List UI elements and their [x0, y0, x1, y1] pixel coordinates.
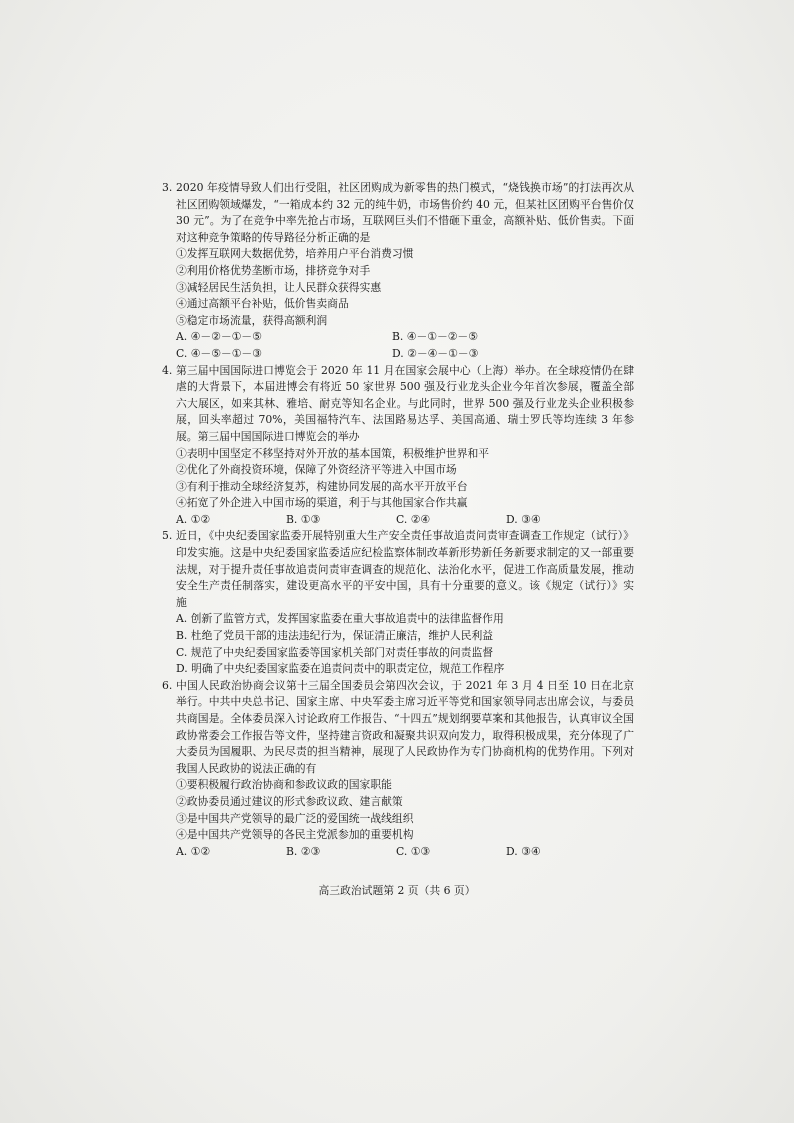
statement: ③减轻居民生活负担，让人民群众获得实惠: [176, 280, 382, 294]
choice-c: C. ①③: [396, 844, 431, 858]
statement: ②利用价格优势垄断市场，排挤竞争对手: [176, 263, 371, 277]
answer-choices-row: [176, 329, 634, 346]
choice-d: D. ②－④－①－③: [392, 346, 479, 360]
question-5: [162, 528, 634, 677]
choice-a: A. ①②: [176, 512, 211, 526]
question-number: 4.: [162, 363, 173, 377]
answer-choices-row: [176, 844, 634, 861]
question-6: [162, 678, 634, 861]
choice-c: C. ②④: [396, 512, 431, 526]
statement: ①发挥互联网大数据优势，培养用户平台消费习惯: [176, 247, 414, 261]
statement: ①要积极履行政治协商和参政议政的国家职能: [176, 778, 392, 792]
answer-choices-row: [176, 346, 634, 363]
question-stem: 2020 年疫情导致人们出行受阻，社区团购成为新零售的热门模式，“烧钱换市场”的打法再次从社区团购领域爆发，“一箱成本约 32 元的纯牛奶，市场售价约 40 元，但某社区团购平台售价仅 30 元”。为了在竞争中率先抢占市场，互联网巨头们不惜砸下重金，高额补贴、低价售卖。下面对这种竞争策略的传导路径分析正确的是: [176, 181, 634, 244]
question-stem: 近日，《中央纪委国家监委开展特别重大生产安全责任事故追责问责审查调查工作规定（试行）》印发实施。这是中央纪委国家监委适应纪检监察体制改革新形势新任务新要求制定的又一部重要法规，对于提升责任事故追责问责审查调查的规范化、法治化水平，促进工作高质量发展，推动安全生产责任制落实，建设更高水平的平安中国，具有十分重要的意义。该《规定（试行）》实施: [176, 529, 634, 609]
choice-d: D. ③④: [506, 512, 541, 526]
question-4: [162, 363, 634, 529]
statement: ④通过高额平台补贴，低价售卖商品: [176, 297, 349, 311]
question-number: 5.: [162, 529, 173, 543]
question-number: 6.: [162, 678, 173, 692]
statement: ⑤稳定市场流量，获得高额利润: [176, 313, 328, 327]
choice-a: A. ①②: [176, 844, 211, 858]
question-stem: 第三届中国国际进口博览会于 2020 年 11 月在国家会展中心（上海）举办。在全球疫情仍在肆虐的大背景下，本届进博会有将近 50 家世界 500 强及行业龙头企业今年首次参展，覆盖全部六大展区，如来其林、雅培、耐克等知名企业。与此同时，世界 500 强及行业龙头企业积极参展，回头率超过 70%，美国福特汽车、法国路易达孚、美国高通、瑞士罗氏等均连续 3 年参展。第三届中国国际进口博览会的举办: [176, 363, 634, 443]
question-list: [162, 180, 634, 860]
statement: ③有利于推动全球经济复苏，构建协同发展的高水平开放平台: [176, 479, 468, 493]
choice-c: C. ④－⑤－①－③: [176, 346, 262, 360]
statement: ②政协委员通过建议的形式参政议政、建言献策: [176, 794, 403, 808]
choice-c: C. 规范了中央纪委国家监委等国家机关部门对责任事故的问责监督: [176, 645, 494, 659]
choice-b: B. ④－①－②－⑤: [392, 330, 478, 344]
statement: ②优化了外商投资环境，保障了外资经济平等进入中国市场: [176, 463, 457, 477]
statement: ③是中国共产党领导的最广泛的爱国统一战线组织: [176, 811, 414, 825]
answer-choices-row: [176, 512, 634, 529]
choice-b: B. ①③: [286, 512, 321, 526]
choice-a: A. 创新了监管方式，发挥国家监委在重大事故追责中的法律监督作用: [176, 612, 504, 626]
choice-b: B. 杜绝了党员干部的违法违纪行为，保证清正廉洁，维护人民利益: [176, 629, 494, 643]
question-3: [162, 180, 634, 363]
choice-a: A. ④－②－①－⑤: [176, 330, 262, 344]
choice-d: D. ③④: [506, 844, 541, 858]
question-number: 3.: [162, 181, 173, 194]
choice-b: B. ②③: [286, 844, 321, 858]
statement: ④拓宽了外企进入中国市场的渠道，利于与其他国家合作共赢: [176, 496, 468, 510]
choice-d: D. 明确了中央纪委国家监委在追责问责中的职责定位，规范工作程序: [176, 662, 505, 676]
page-footer: 高三政治试题第 2 页（共 6 页）: [318, 884, 476, 897]
question-stem: 中国人民政治协商会议第十三届全国委员会第四次会议，于 2021 年 3 月 4 日至 10 日在北京举行。中共中央总书记、国家主席、中央军委主席习近平等党和国家领导同志出席会议，与委员共商国是。全体委员深入讨论政府工作报告、“十四五”规划纲要草案和其他报告，认真审议全国政协常委会工作报告等文件，坚持建言资政和凝聚共识双向发力，取得积极成果，充分体现了广大委员为国履职、为民尽责的担当精神，展现了人民政协作为专门协商机构的优势作用。下列对我国人民政协的说法正确的有: [176, 678, 634, 775]
statement: ①表明中国坚定不移坚持对外开放的基本国策，积极维护世界和平: [176, 446, 490, 460]
statement: ④是中国共产党领导的各民主党派参加的重要机构: [176, 828, 414, 842]
